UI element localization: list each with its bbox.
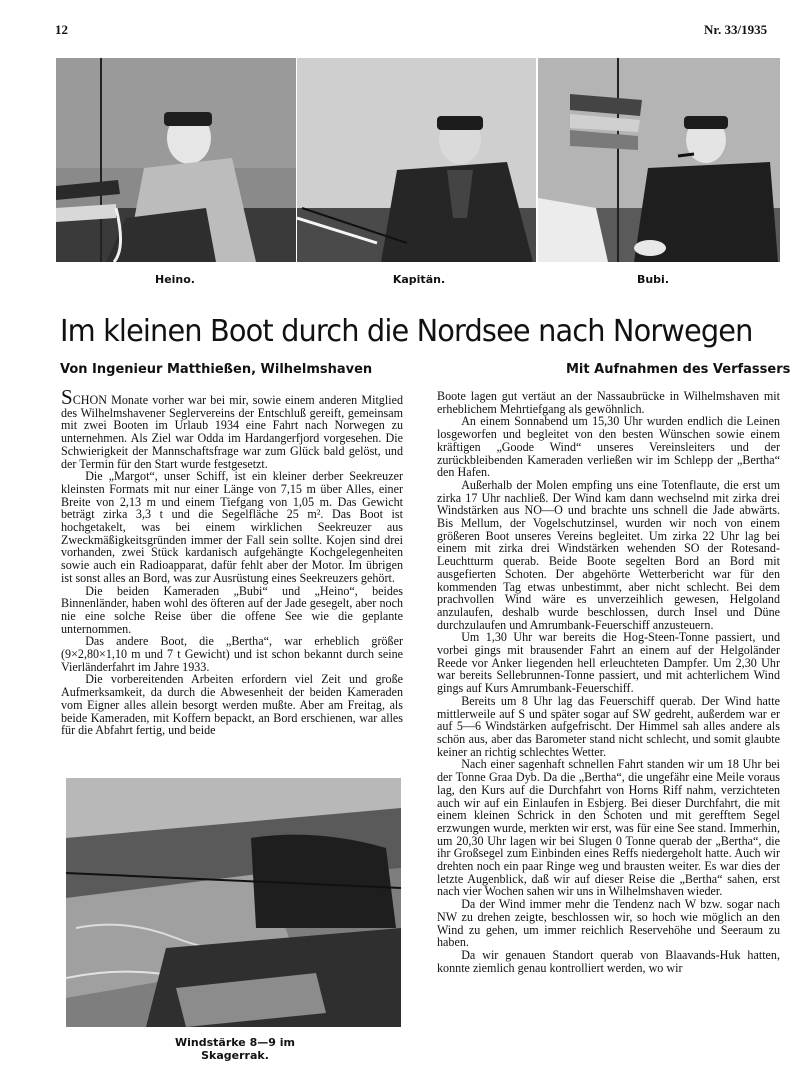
author-line: Von Ingenieur Matthießen, Wilhelmshaven bbox=[60, 362, 373, 377]
paragraph-text: CHON Monate vorher war bei mir, sowie einem anderen Mitglied des Wilhelmshavener Seglervereins der Entschluß gereift, gemeinsam mit zwei Booten im Urlaub 1934 eine Fahrt nach Norwegen zu unternehmen. Als Ziel war Odda im Hardangerfjord vorgesehen. Die Schwierigkeit der Mannschaftsfrage war zum Glück bald gelöst, und der Termin für den Start wurde festgesetzt. bbox=[61, 393, 403, 471]
portrait-photo-bubi bbox=[538, 58, 780, 262]
sea-photo-caption: Windstärke 8—9 im Skagerrak. bbox=[175, 1036, 295, 1062]
paragraph: Das andere Boot, die „Bertha“, war erheblich größer (9×2,80×1,10 m und 7 t Gewicht) und ist schon bekannt durch seine Vierländerfahrt im Jahre 1933. bbox=[61, 634, 403, 674]
page-number: 12 bbox=[55, 22, 68, 37]
article-column-right bbox=[437, 390, 780, 1066]
paragraph: Um 1,30 Uhr war bereits die Hog-Steen-Tonne passiert, und vorbei gings mit brausender Fahrt an einem auf der Helgoländer Reede vor Anker liegenden hell erleuchteten Dampfer. Um 2,30 Uhr war bereits Sellebrunnen-Tonne passiert, und mit achterlichem Wind gings auf Kurs Amrumbank-Feuerschiff. bbox=[437, 630, 780, 696]
paragraph bbox=[61, 390, 403, 470]
article-title: Im kleinen Boot durch die Nordsee nach Norwegen bbox=[60, 314, 753, 349]
sea-photo bbox=[66, 778, 401, 1027]
paragraph: Die beiden Kameraden „Bubi“ und „Heino“, beides Binnenländer, haben wohl des öfteren auf der Jade gesegelt, aber noch nie eine solche Reise über die offene See wie die geplante unternommen. bbox=[61, 583, 403, 636]
drop-cap: S bbox=[61, 390, 73, 409]
portrait-photo-kapitaen bbox=[297, 58, 536, 262]
photo-credit: Mit Aufnahmen des Verfassers bbox=[566, 362, 791, 377]
issue-number: Nr. 33/1935 bbox=[704, 22, 768, 37]
portrait-caption-heino: Heino. bbox=[154, 273, 195, 286]
paragraph: Außerhalb der Molen empfing uns eine Totenflaute, die erst um zirka 17 Uhr nachließ. Der Wind kam dann wechselnd mit zirka drei Windstärken aus NO—O und brachte uns schnell die Jade abwärts. Bis Mellum, der Vogelschutzinsel, wurden wir noch von einem größeren Boot unseres Vereins begleitet. Um zirka 22 Uhr lag bei einem mit zirka drei Windstärken wehenden SO der Rotesand-Leuchtturm querab. Beide Boote segelten Bord an Bord mit ausgefierten Schoten. Der abgehörte Wetterbericht war für den kommenden Tag etwas unbestimmt, aber nicht schlecht. Bei dem prachvollen Wind wäre es unverzeihlich gewesen, Helgoland anzulaufen, deshalb wurde beschlossen, durch Insel und Düne durchzulaufen und Amrumbank-Feuerschiff anzusteuern. bbox=[437, 477, 780, 632]
paragraph: Da wir genauen Standort querab von Blaavands-Huk hatten, konnte ziemlich genau kontrolliert werden, wo wir bbox=[437, 947, 780, 975]
portrait-caption-kapitaen: Kapitän. bbox=[392, 273, 446, 286]
paragraph: Die vorbereitenden Arbeiten erfordern viel Zeit und große Aufmerksamkeit, da durch die Abwesenheit der beiden Kameraden vom Eigner alles allein besorgt werden mußte. Aber am Freitag, als beide Kameraden, mit Koffern bepackt, an Bord erschienen, war alles für die Abfahrt fertig, und beide bbox=[61, 672, 403, 738]
paragraph: Nach einer sagenhaft schnellen Fahrt standen wir um 18 Uhr bei der Tonne Graa Dyb. Da die „Bertha“, die ungefähr eine Meile voraus lag, den Kurs auf die Durchfahrt von Horns Riff nahm, verzichteten auch wir auf ein Einlaufen in Esbjerg. Bei dieser Durchfahrt, die mit einem kleinen Schrick in den Schoten und mit gerefftem Segel erzwungen wurde, merkten wir erst, was für eine See stand. Immerhin, um 20,30 Uhr lagen wir bei Slugen 0 Tonne querab der „Bertha“, die ihr Großsegel zum Einbinden eines Reffs niedergeholt hatte. Auch wir drehten noch ein paar Ringe weg und brausten weiter. Es war dies der letzte Augenblick, daß wir auf dieser Reise die „Bertha“ sahen, erst nach vier Wochen sahen wir uns in Wilhelmshaven wieder. bbox=[437, 757, 780, 899]
paragraph: An einem Sonnabend um 15,30 Uhr wurden endlich die Leinen losgeworfen und begleitet von den besten Wünschen sowie einem kräftigen „Goode Wind“ unseres Vereinsleiters und der zurückbleibenden Kameraden verließen wir im Schlepp der „Bertha“ den Hafen. bbox=[437, 414, 780, 480]
paragraph: Bereits um 8 Uhr lag das Feuerschiff querab. Der Wind hatte mittlerweile auf S und später sogar auf SW gedreht, außerdem war er auf 5—6 Windstärken aufgefrischt. Der Himmel sah alles andere als schön aus, aber das Barometer stand nicht schlecht, und somit glaubte keiner an richtig schlechtes Wetter. bbox=[437, 693, 780, 759]
paragraph: Die „Margot“, unser Schiff, ist ein kleiner derber Seekreuzer kleinsten Formats mit nur einer Länge von 7,15 m über Alles, einer Breite von 2,13 m und einem Tiefgang von 1,05 m. Das Gewicht beträgt zirka 3,3 t und die Segelfläche 25 m². Das Boot ist hochgetakelt, was bei einem wirklichen Seekreuzer aus Zweckmäßigkeitsgründen immer der Fall sein sollte. Kojen sind drei vorhanden, zwei Stück kardanisch aufgehängte Kochgelegenheiten sowie auch ein Radioapparat, dafür fehlt aber der Motor. Im übrigen ist sonst alles an Bord, was zur Ausrüstung eines Seekreuzers gehört. bbox=[61, 469, 403, 585]
article-column-left bbox=[61, 390, 403, 764]
paragraph: Da der Wind immer mehr die Tendenz nach W bzw. sogar nach NW zu drehen zeigte, beschlossen wir, so hoch wie möglich an den Wind zu gehen, um immer reichlich Reservehöhe und Seeraum zu haben. bbox=[437, 897, 780, 950]
portrait-caption-bubi: Bubi. bbox=[636, 273, 670, 286]
portrait-photo-heino bbox=[56, 58, 296, 262]
paragraph: Boote lagen gut vertäut an der Nassaubrücke in Wilhelmshaven mit erheblichem Mehrtiefgang als gewöhnlich. bbox=[437, 390, 780, 416]
